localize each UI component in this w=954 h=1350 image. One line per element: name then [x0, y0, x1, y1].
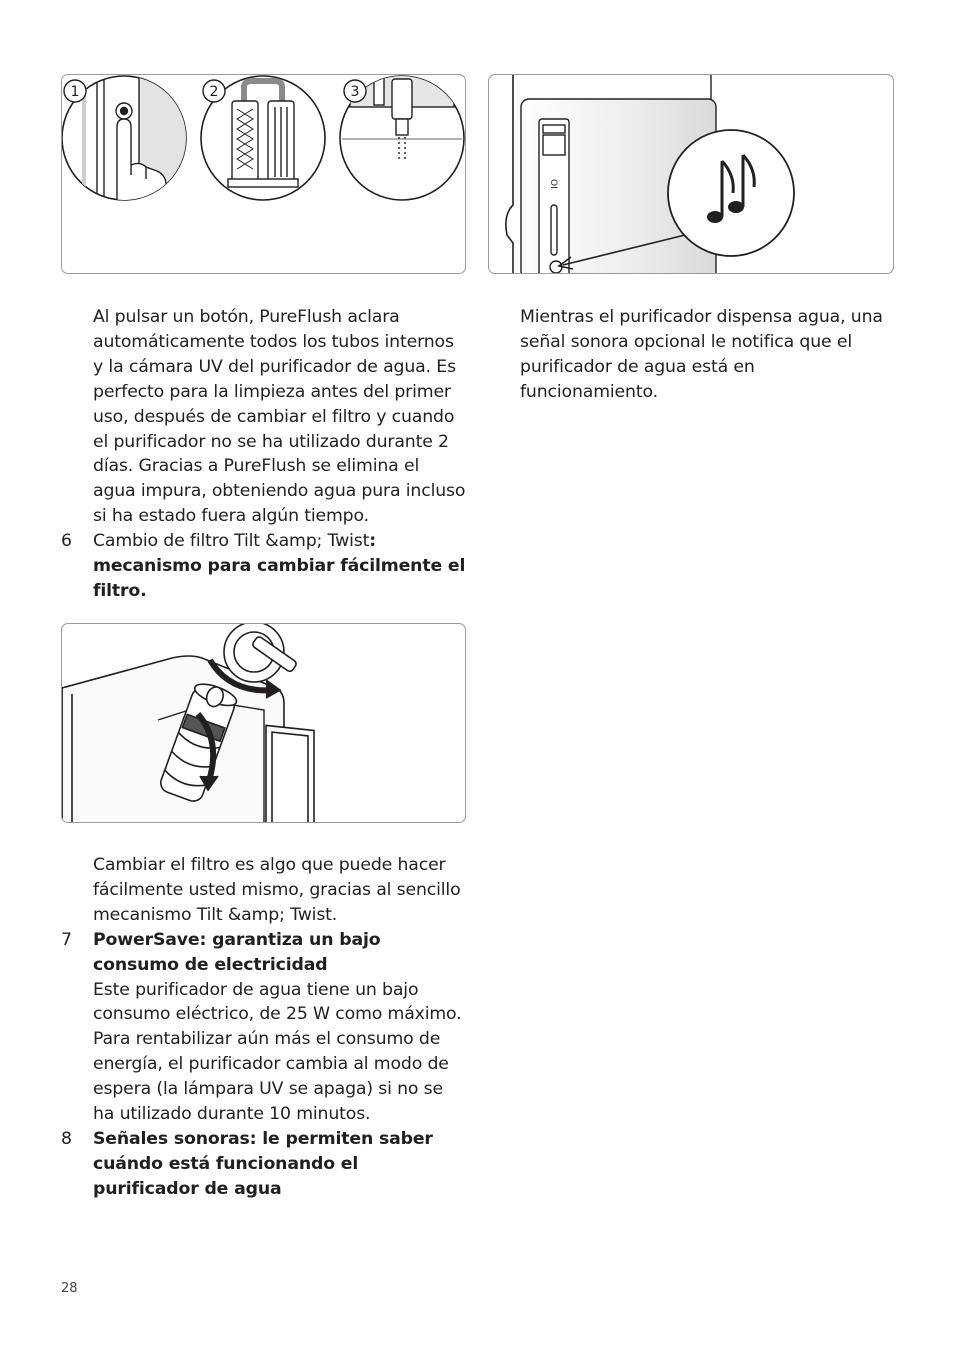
- item-6-title-bold: : mecanismo para cambiar fácilmente el filtro.: [93, 531, 466, 601]
- filter-rotate-icon: [62, 624, 465, 822]
- item-7: [61, 928, 466, 1127]
- item-8-number: 8: [61, 1128, 72, 1149]
- pureflush-paragraph: [61, 305, 466, 529]
- step-badge-2: [203, 80, 225, 102]
- pureflush-text: Al pulsar un botón, PureFlush aclara automáticamente todos los tubos internos y la cámara UV del purificador de agua. Es perfecto para la limpieza antes del primer uso, después de cambiar el filtro y cuando el purificador no se ha utilizado durante 2 días. Gracias a PureFlush se elimina el agua impura, obteniendo agua pura incluso si ha estado fuera algún tiempo.: [93, 307, 466, 527]
- item-7-body: Este purificador de agua tiene un bajo consumo eléctrico, de 25 W como máximo. Para rentabilizar aún más el consumo de energía, el purificador cambia al modo de espera (la lámpara UV se apaga) si no se ha utilizado durante 10 minutos.: [93, 979, 462, 1125]
- item-6: [61, 529, 466, 604]
- pureflush-figure: [61, 74, 466, 274]
- item-6-title-plain: Cambio de filtro Tilt &amp; Twist: [93, 531, 370, 552]
- music-notes-icon: [668, 130, 794, 256]
- pureflush-illustration: [62, 75, 465, 273]
- item-7-number: 7: [61, 929, 72, 950]
- sound-signal-figure: [488, 74, 894, 274]
- step-number-2: 2: [209, 84, 219, 100]
- right-column: [520, 305, 895, 405]
- filter-change-paragraph: [61, 853, 466, 928]
- left-column-lower: [61, 853, 466, 1202]
- filter-change-text: Cambiar el filtro es algo que puede hacer fácilmente usted mismo, gracias al sencillo mecanismo Tilt &amp; Twist.: [93, 855, 461, 925]
- sound-signal-paragraph: Mientras el purificador dispensa agua, una señal sonora opcional le notifica que el purificador de agua está en funcionamiento.: [520, 307, 883, 402]
- item-8: [61, 1127, 466, 1202]
- svg-text:OI: OI: [548, 179, 558, 189]
- page-number: 28: [61, 1281, 78, 1296]
- tilt-twist-figure: [61, 623, 466, 823]
- left-column-upper: [61, 305, 466, 604]
- item-7-title: PowerSave: garantiza un bajo consumo de electricidad: [93, 929, 381, 975]
- item-8-title: Señales sonoras: le permiten saber cuándo está funcionando el purificador de agua: [93, 1128, 433, 1199]
- step-badge-1: [64, 80, 86, 102]
- step-number-3: 3: [350, 84, 360, 100]
- step-badge-3: [344, 80, 366, 102]
- step-number-1: 1: [70, 84, 80, 100]
- sound-signal-illustration: [489, 75, 893, 273]
- item-6-number: 6: [61, 531, 72, 552]
